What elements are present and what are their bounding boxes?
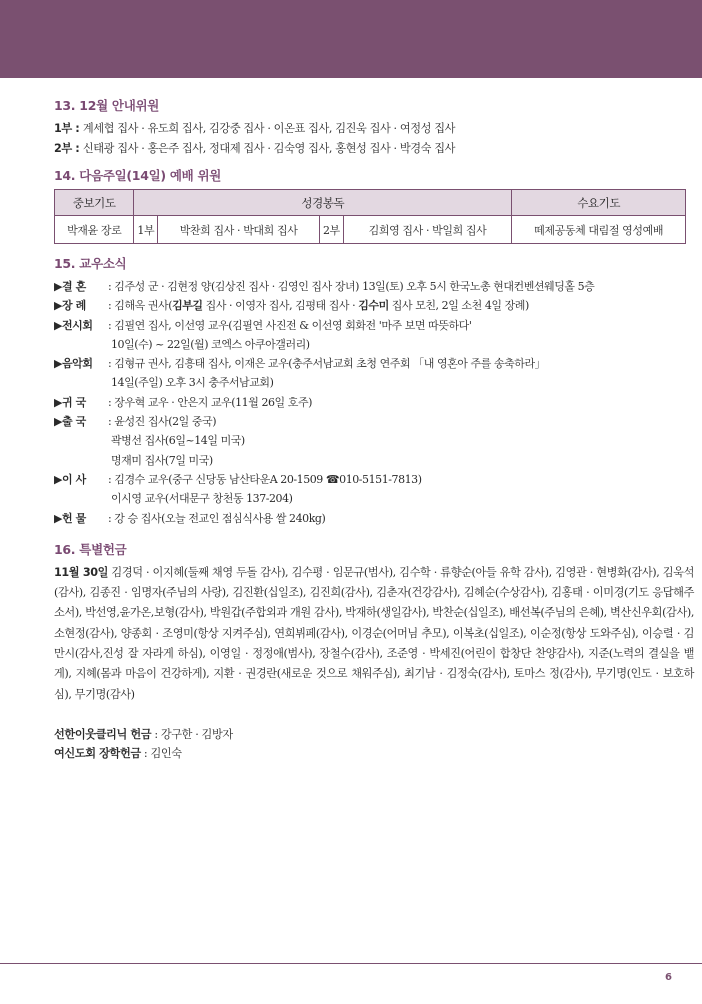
cell-part1-readers: 박찬희 집사 · 박대희 집사 [158, 216, 320, 244]
footer-rule [0, 963, 702, 964]
news-funeral-label: ▶장 례 [54, 299, 86, 313]
page-number: 6 [665, 972, 672, 983]
news-concert-label: ▶음악회 [54, 357, 93, 371]
funeral-bold-a: 김부길 [172, 299, 203, 313]
special-offering-list [54, 563, 694, 705]
news-concert-text: : 김형규 권사, 김흥태 집사, 이재은 교우(충주서남교회 초청 연주회 「내 영혼아 주를 송축하라」 [108, 357, 546, 371]
section-15-title: 15. 교우소식 [54, 256, 127, 271]
news-departure-cont-2 [54, 451, 694, 470]
news-exhibition [54, 316, 694, 335]
usher-row-2 [54, 139, 694, 159]
cell-intercession: 박재윤 장로 [55, 216, 134, 244]
funeral-text-a: : 김해옥 권사( [108, 299, 173, 313]
worship-committee-table [54, 189, 686, 244]
news-donation [54, 509, 694, 528]
funeral-bold-b: 김수미 [358, 299, 389, 313]
funeral-text-b: 집사 · 이영자 집사, 김평태 집사 · [202, 299, 359, 313]
scholarship-offering [54, 744, 694, 764]
news-donation-text: : 강 승 집사(오늘 전교인 점심식사용 쌀 240kg) [108, 511, 326, 525]
news-departure-label: ▶출 국 [54, 415, 86, 429]
news-wedding-label: ▶결 혼 [54, 280, 86, 293]
section-16-title: 16. 특별헌금 [54, 541, 127, 557]
header-scripture: 성경봉독 [134, 190, 512, 216]
cell-part2-readers: 김희영 집사 · 박일희 집사 [343, 216, 512, 244]
news-concert-cont [54, 373, 694, 392]
section-14-title: 14. 다음주일(14일) 예배 위원 [54, 168, 221, 183]
scholarship-offering-label: 여신도회 장학헌금 [54, 747, 141, 761]
news-moving [54, 470, 694, 489]
usher-row-1-label: 1부 : [54, 122, 83, 135]
usher-row-1-text: 계세협 집사 · 유도희 집사, 김강중 집사 · 이온표 집사, 김진욱 집사 · 여정성 집사 [82, 122, 456, 135]
news-exhibition-text: : 김필연 집사, 이선영 교우(김필연 사진전 & 이선영 회화전 '마주 보면 따뜻하다' [108, 318, 472, 332]
news-moving-cont [54, 489, 694, 508]
news-concert-text-2: 14일(주일) 오후 3시 충주서남교회) [111, 376, 274, 390]
table-header-row [55, 190, 686, 216]
usher-row-1 [54, 119, 694, 139]
news-return-label: ▶귀 국 [54, 395, 86, 409]
scholarship-offering-text: : 김인숙 [140, 747, 182, 761]
top-banner [0, 0, 702, 78]
clinic-offering-label: 선한이웃클리닉 헌금 [54, 727, 152, 741]
news-moving-text: : 김경수 교우(중구 신당동 남산타운A 20-1509 ☎010-5151-7813) [108, 472, 422, 486]
cell-part1-label: 1부 [134, 216, 158, 244]
header-intercession: 중보기도 [55, 190, 134, 216]
usher-row-2-text: 신태광 집사 · 홍은주 집사, 정대제 집사 · 김숙영 집사, 홍현성 집사 · 박경숙 집사 [82, 141, 456, 155]
news-moving-label: ▶이 사 [54, 472, 86, 486]
cell-wednesday: 떼제공동체 대림절 영성예배 [512, 216, 686, 244]
usher-row-2-label: 2부 : [54, 141, 83, 155]
news-wedding [54, 277, 694, 296]
section-13-title: 13. 12월 안내위원 [54, 98, 160, 113]
news-return-text: : 장우혁 교우 · 안은지 교우(11월 26일 호주) [108, 395, 312, 409]
news-exhibition-text-2: 10일(수) ~ 22일(월) 코엑스 아쿠아갤러리) [111, 337, 310, 351]
bulletin-content [54, 96, 694, 764]
clinic-offering [54, 725, 694, 745]
offering-date: 11월 30일 [54, 565, 109, 579]
news-funeral-text [108, 296, 694, 315]
news-departure-text-3: 명재미 집사(7일 미국) [111, 453, 213, 467]
header-wednesday: 수요기도 [512, 190, 686, 216]
news-departure-text-1: : 윤성진 집사(2일 중국) [108, 415, 217, 429]
news-concert [54, 354, 694, 373]
news-exhibition-cont [54, 335, 694, 354]
cell-part2-label: 2부 [319, 216, 343, 244]
news-departure-cont-1 [54, 431, 694, 450]
funeral-text-c: 집사 모친, 2일 소천 4일 장례) [388, 299, 529, 313]
news-wedding-text: : 김주성 군 · 김현정 양(김상진 집사 · 김영인 집사 장녀) 13일(토) 오후 5시 한국노총 현대컨벤션웨딩홀 5층 [108, 280, 595, 293]
news-moving-text-2: 이시영 교우(서대문구 창천동 137-204) [111, 492, 293, 506]
clinic-offering-text: : 강구한 · 김방자 [151, 727, 233, 741]
table-row [55, 216, 686, 244]
news-exhibition-label: ▶전시회 [54, 318, 93, 332]
news-departure [54, 412, 694, 431]
news-donation-label: ▶헌 물 [54, 511, 86, 525]
offering-body: 김경덕 · 이지혜(둘째 채영 두돌 감사), 김수평 · 임문규(범사), 김수학 · 류향순(아들 유학 감사), 김영관 · 현병화(감사), 김욱석(감사), 김종진 · 임명자(주님의 사랑), 김진환(십일조), 김진희(감사), 김춘자(건강감사), 김혜순(수상감사), 김홍태 · 이미경(기도 응답해주소서), 박선영,윤가온,보형(감사), 박원갑(주합외과 개원 감사), 박재하(생일감사), 박찬순(십일조), 배선복(주님의 은혜), 벽산신우회(감사), 소현정(감사), 양종회 · 조영미(항상 지켜주심), 연희뷔페(감사), 이경순(어머님 추모), 이복초(십일조), 이순정(항상 도와주심), 이승렬 · 김만시(감사,진성 잘 자라게 하심), 이영일 · 정정애(범사), 장철수(감사), 조준영 · 박세진(어린이 합창단 찬양감사), 지준(노력의 결실을 뱉게), 지혜(몸과 마음이 건강하게), 지환 · 권경란(새로운 것으로 채워주심), 최기남 · 김정숙(감사), 토마스 정(감사), 무기명(인도 · 보호하심), 무기명(감사) [54, 565, 694, 701]
news-return [54, 393, 694, 412]
news-departure-text-2: 곽병선 집사(6일~14일 미국) [111, 434, 245, 448]
news-funeral [54, 296, 694, 315]
